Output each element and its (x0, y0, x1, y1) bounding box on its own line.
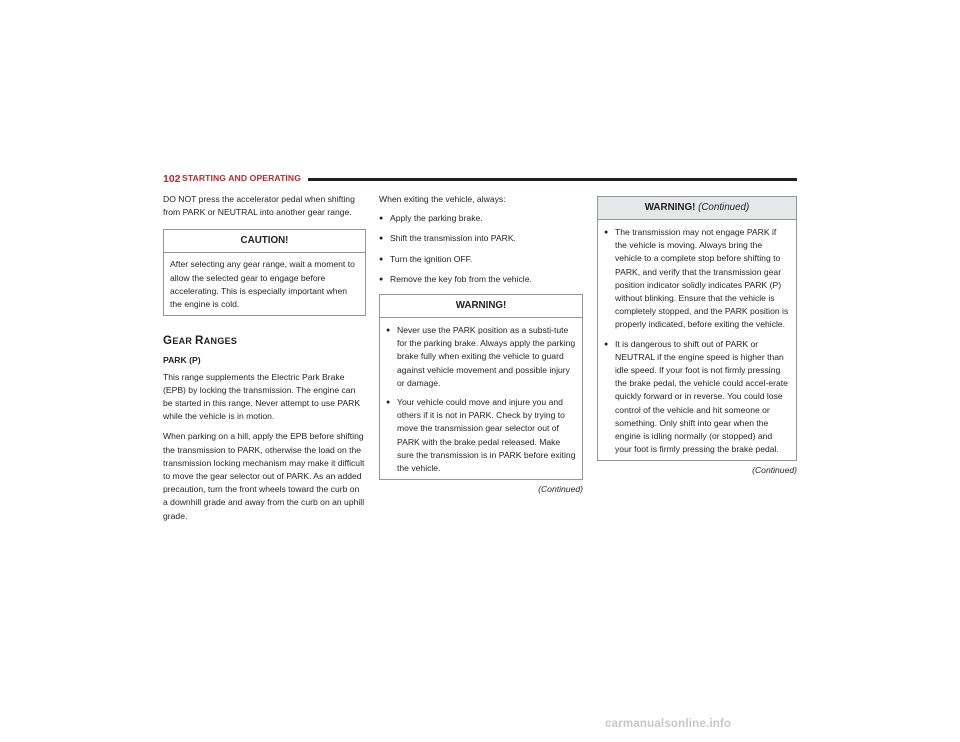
caution-text: After selecting any gear range, wait a moment to allow the selected gear to engage before accelerating. This is especially important when the engine is cold. (170, 259, 355, 310)
column-1 (163, 193, 366, 530)
exit-checklist (379, 212, 583, 286)
warning-box (379, 294, 583, 480)
page-number: 102 (163, 173, 181, 185)
gear-ranges-heading: GEAR RANGES (163, 334, 238, 348)
warning-list (386, 324, 576, 475)
warning-title: WARNING! (380, 295, 582, 318)
continued-note: (Continued) (538, 484, 583, 495)
caution-box (163, 229, 366, 316)
page-header (163, 170, 797, 186)
continued-note: (Continued) (752, 465, 797, 476)
list-item: ● Remove the key fob from the vehicle. (379, 273, 583, 286)
section-title: STARTING AND OPERATING (182, 173, 302, 183)
list-item: ● Shift the transmission into PARK. (379, 232, 583, 245)
warning-continued-box (597, 196, 797, 461)
list-item: ● Never use the PARK position as a substi-tute for the parking brake. Always apply the parking brake fully when exiting the vehicle to guard against vehicle movement and possible injury or damage. (386, 324, 576, 390)
list-item: ● The transmission may not engage PARK if the vehicle is moving. Always bring the vehicle to a complete stop before shifting to PARK, and verify that the transmission gear position indicator solidly indicates PARK (P) without blinking. Ensure that the vehicle is completely stopped, and the PARK position is properly indicated, before exiting the vehicle. (604, 226, 790, 332)
park-paragraph-2: When parking on a hill, apply the EPB before shifting the transmission to PARK, otherwise the load on the transmission locking mechanism may make it difficult to move the gear selector out of PARK. As an added precaution, turn the front wheels toward the curb on a downhill grade and away from the curb on an uphill grade. (163, 431, 365, 521)
warning-list (604, 226, 790, 456)
list-item: ● Apply the parking brake. (379, 212, 583, 225)
list-item: ● Turn the ignition OFF. (379, 253, 583, 266)
watermark: carmanualsonline.info (605, 718, 732, 730)
intro-paragraph: DO NOT press the accelerator pedal when shifting from PARK or NEUTRAL into another gear range. (163, 194, 355, 218)
list-item: ● It is dangerous to shift out of PARK or NEUTRAL if the engine speed is higher than idle speed. If your foot is not firmly pressing the brake pedal, the vehicle could accel-erate quickly forward or in reverse. You could lose control of the vehicle and hit someone or something. Only shift into gear when the engine is idling normally (or stopped) and your foot is firmly pressing the brake pedal. (604, 338, 790, 457)
caution-title: CAUTION! (164, 230, 365, 253)
list-item: ● Your vehicle could move and injure you and others if it is not in PARK. Check by trying to move the transmission gear selector out of PARK with the brake pedal released. Make sure the transmission is in PARK before exiting the vehicle. (386, 396, 576, 475)
park-subheading: PARK (P) (163, 355, 201, 366)
column-3 (597, 196, 797, 478)
exit-lead: When exiting the vehicle, always: (379, 194, 506, 204)
column-2 (379, 193, 583, 496)
park-paragraph-1: This range supplements the Electric Park Brake (EPB) by locking the transmission. The engine can be started in this range. Never attempt to use PARK while the vehicle is in motion. (163, 371, 361, 422)
header-rule (308, 178, 797, 181)
warning-continued-title: WARNING! (Continued) (598, 197, 796, 220)
